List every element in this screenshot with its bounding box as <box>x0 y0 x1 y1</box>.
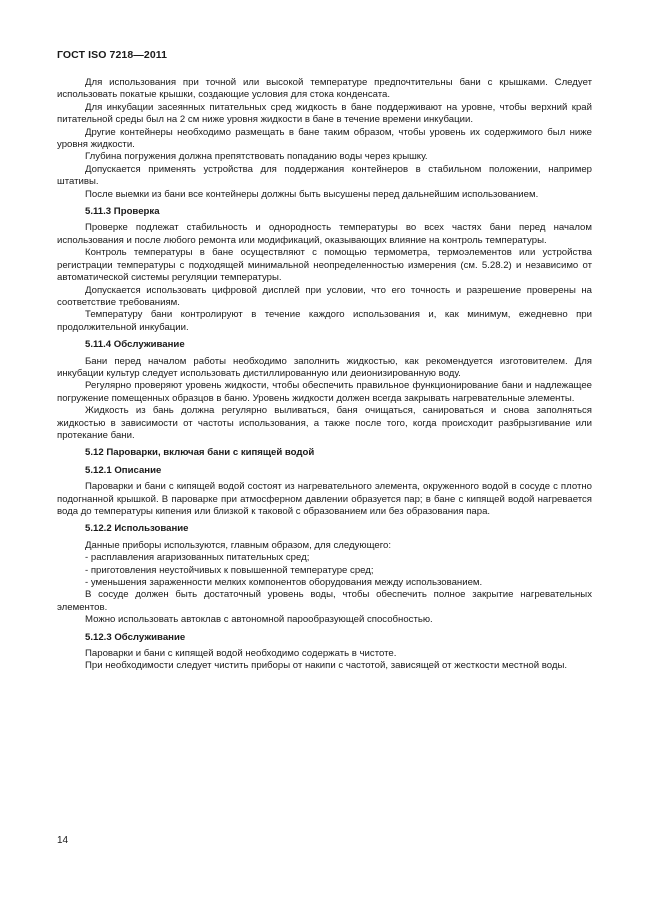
document-body <box>57 77 592 673</box>
paragraph: После выемки из бани все контейнеры должны быть высушены перед дальнейшим использованием. <box>85 188 539 200</box>
paragraph: Пароварки и бани с кипящей водой необходимо содержать в чистоте. <box>85 648 397 660</box>
section-heading: 5.12 Пароварки, включая бани с кипящей водой <box>85 447 315 459</box>
paragraph: Для инкубации засеянных питательных сред жидкость в бане поддерживают на уровне, чтобы верхний край питательной среды был на 2 см ниже уровня жидкости в бане в течение времени инкубации. <box>57 101 592 126</box>
section-heading: 5.11.4 Обслуживание <box>85 339 185 351</box>
paragraph: Данные приборы используются, главным образом, для следующего: <box>85 539 391 551</box>
list-item: - уменьшения зараженности мелких компонентов оборудования между использованием. <box>85 577 483 589</box>
paragraph: Допускается использовать цифровой дисплей при условии, что его точность и разрешение проверены на соответствие требованиям. <box>57 284 592 308</box>
paragraph: В сосуде должен быть достаточный уровень воды, чтобы обеспечить полное закрытие нагревательных элементов. <box>57 589 592 613</box>
paragraph: Можно использовать автоклав с автономной парообразующей способностью. <box>85 614 433 626</box>
paragraph: Допускается применять устройства для поддержания контейнеров в стабильном положении, например штативы. <box>57 163 592 188</box>
list-item: - расплавления агаризованных питательных сред; <box>85 552 310 564</box>
paragraph: Контроль температуры в бане осуществляют с помощью термометра, термоэлементов или устройства регистрации температуры с подходящей минимальной неопределенностью измерения (см. 5.28.2) и независимо от автоматической системы регуляции температуры. <box>57 247 592 284</box>
paragraph: Регулярно проверяют уровень жидкости, чтобы обеспечить правильное функционирование бани и надлежащее погружение помещенных образцов в баню. Уровень жидкости должен всегда закрывать нагревательные элементы. <box>57 380 592 404</box>
paragraph: Для использования при точной или высокой температуре предпочтительны бани с крышками. Следует использовать покатые крышки, создающие условия для стока конденсата. <box>57 77 592 101</box>
paragraph: Пароварки и бани с кипящей водой состоят из нагревательного элемента, окруженного водой в сосуде с плотно подогнанной крышкой. В пароварке при атмосферном давлении образуется пар; в бане с кипящей водой нагревается вода до температуры кипения или близкой к таковой с образованием или без образования пара. <box>57 481 592 517</box>
section-heading: 5.12.2 Использование <box>85 523 189 535</box>
standard-header: ГОСТ ISO 7218—2011 <box>57 49 168 61</box>
list-item: - приготовления неустойчивых к повышенной температуре сред; <box>85 564 374 576</box>
paragraph: Бани перед началом работы необходимо заполнить жидкостью, как рекомендуется изготовителем. Для инкубации культур следует использовать дистиллированную или деионизированную воду. <box>57 355 592 379</box>
paragraph: Другие контейнеры необходимо размещать в бане таким образом, чтобы уровень их содержимого был ниже уровня жидкости. <box>57 126 592 151</box>
section-heading: 5.12.3 Обслуживание <box>85 631 186 643</box>
section-heading: 5.11.3 Проверка <box>85 206 160 218</box>
page-number: 14 <box>57 835 69 846</box>
paragraph: Глубина погружения должна препятствовать попаданию воды через крышку. <box>85 151 428 163</box>
paragraph: Температуру бани контролируют в течение каждого использования и, как минимум, ежедневно при продолжительной инкубации. <box>57 309 592 333</box>
paragraph: Проверке подлежат стабильность и однородность температуры во всех частях бани перед началом использования и после любого ремонта или модификаций, оказывающих влияние на контроль температуры. <box>57 222 592 246</box>
section-heading: 5.12.1 Описание <box>85 464 162 476</box>
paragraph: При необходимости следует чистить приборы от накипи с частотой, зависящей от жесткости местной воды. <box>85 660 568 672</box>
paragraph: Жидкость из бань должна регулярно выливаться, баня очищаться, санироваться и снова заполняться жидкостью в зависимости от частоты использования, а также после того, когда происходит разбрызгивание или протекание бани. <box>57 405 592 441</box>
